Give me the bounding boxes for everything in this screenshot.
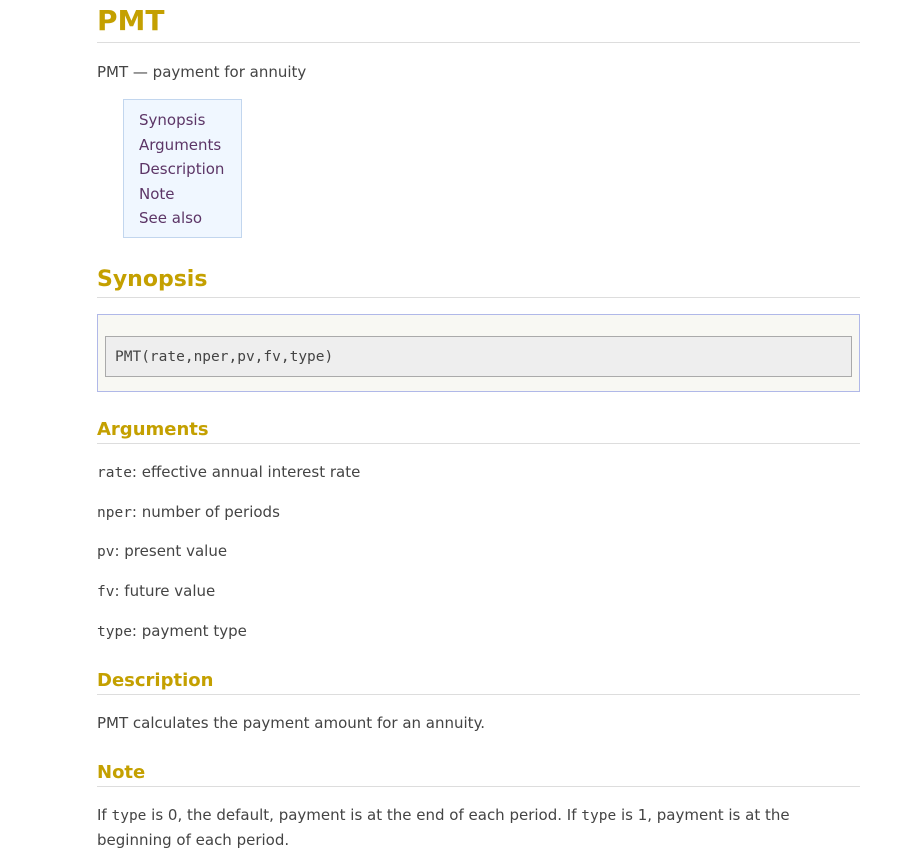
- synopsis-box: [97, 314, 860, 392]
- section-heading-synopsis: Synopsis: [97, 266, 860, 298]
- argument-desc: : number of periods: [131, 503, 280, 521]
- note-text-part: is 0, the default, payment is at the end of each period. If: [146, 806, 582, 824]
- synopsis-code: PMT(rate,nper,pv,fv,type): [115, 349, 334, 365]
- argument-name: type: [97, 624, 132, 640]
- argument-name: pv: [97, 544, 115, 560]
- argument-desc: : future value: [114, 582, 216, 600]
- section-heading-arguments: Arguments: [97, 419, 860, 444]
- argument-rate: [97, 462, 360, 483]
- section-heading-description: Description: [97, 670, 860, 695]
- section-heading-note: Note: [97, 762, 860, 787]
- toc-link-arguments[interactable]: Arguments: [139, 135, 222, 154]
- toc-link-description[interactable]: Description: [139, 160, 225, 178]
- toc-link-synopsis[interactable]: Synopsis: [139, 111, 206, 129]
- argument-desc: : effective annual interest rate: [131, 463, 361, 481]
- note-text-part: If: [97, 806, 112, 824]
- synopsis-code-block: [105, 336, 852, 377]
- ref-purpose: PMT — payment for annuity: [97, 63, 307, 81]
- argument-type: [97, 621, 247, 642]
- argument-fv: [97, 581, 215, 602]
- note-code: type: [111, 808, 147, 824]
- toc-link-see-also[interactable]: See also: [139, 209, 203, 227]
- argument-name: fv: [97, 584, 115, 600]
- note-text: [97, 803, 860, 852]
- argument-pv: [97, 541, 227, 562]
- page-content: [97, 0, 860, 849]
- argument-nper: [97, 502, 280, 523]
- description-text: PMT calculates the payment amount for an annuity.: [97, 714, 486, 732]
- table-of-contents: [123, 99, 242, 238]
- argument-desc: : present value: [114, 542, 228, 560]
- page-title: PMT: [97, 0, 860, 43]
- note-text-part: is 1, payment is at the beginning of each period.: [97, 806, 790, 849]
- argument-desc: : payment type: [131, 622, 247, 640]
- argument-name: nper: [97, 505, 132, 521]
- note-code: type: [581, 808, 617, 824]
- toc-link-note[interactable]: Note: [139, 184, 175, 203]
- argument-name: rate: [97, 465, 132, 481]
